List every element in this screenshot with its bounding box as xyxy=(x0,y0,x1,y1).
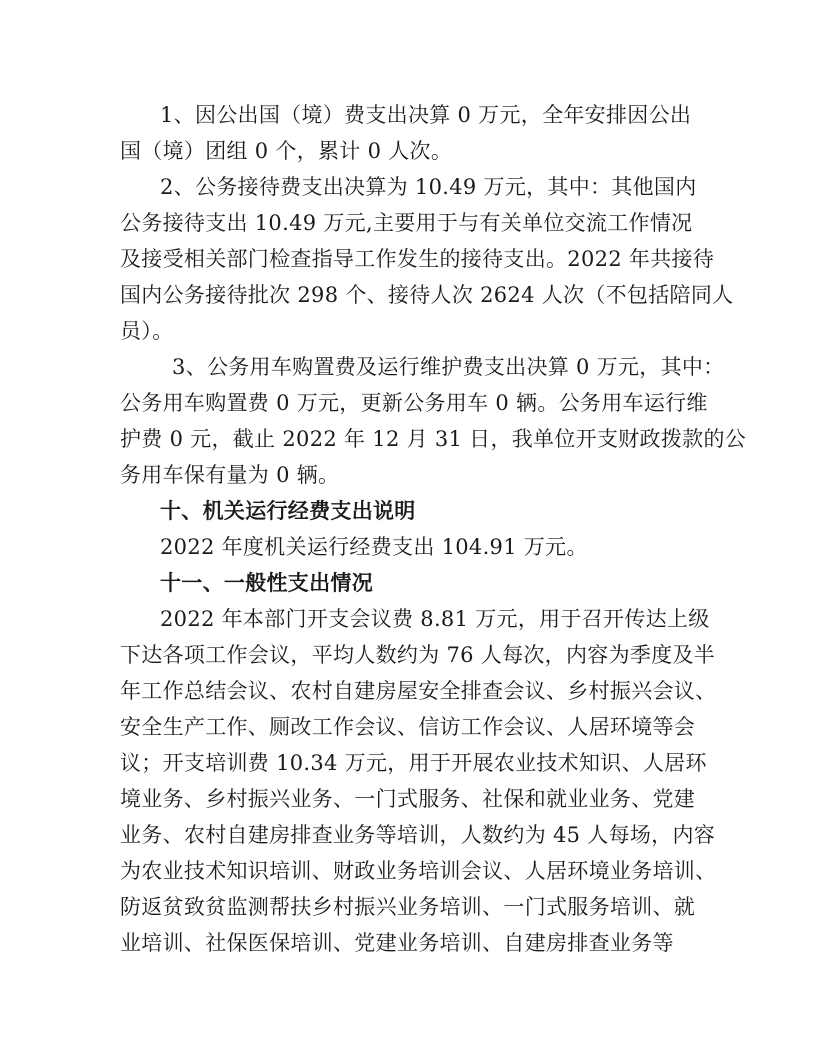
para-2-line-1: 2、公务接待费支出决算为 10.49 万元，其中：其他国内 xyxy=(160,175,697,199)
para-2-line-2: 公务接待支出 10.49 万元,主要用于与有关单位交流工作情况 xyxy=(120,211,693,235)
para-4-line-2: 下达各项工作会议，平均人数约为 76 人每次，内容为季度及半 xyxy=(120,643,716,667)
para-1-line-2: 国（境）团组 0 个，累计 0 人次。 xyxy=(120,139,453,163)
para-4-line-5: 议；开支培训费 10.34 万元，用于开展农业技术知识、人居环 xyxy=(120,751,707,775)
para-4-line-8: 为农业技术知识培训、财政业务培训会议、人居环境业务培训、 xyxy=(120,859,717,883)
para-2-line-3: 及接受相关部门检查指导工作发生的接待支出。2022 年共接待 xyxy=(120,247,715,271)
para-2-line-5: 员）。 xyxy=(120,319,174,343)
para-2-line-4: 国内公务接待批次 298 个、接待人次 2624 人次（不包括陪同人 xyxy=(120,283,734,307)
para-3-line-2: 公务用车购置费 0 万元，更新公务用车 0 辆。公务用车运行维 xyxy=(120,391,708,415)
para-4-line-7: 业务、农村自建房排查业务等培训，人数约为 45 人每场，内容 xyxy=(120,823,716,847)
section-heading-11: 十一、一般性支出情况 xyxy=(160,570,373,595)
para-4-line-1: 2022 年本部门开支会议费 8.81 万元，用于召开传达上级 xyxy=(160,607,710,631)
para-4-line-3: 年工作总结会议、农村自建房屋安全排查会议、乡村振兴会议、 xyxy=(120,679,717,703)
para-3-line-3: 护费 0 元，截止 2022 年 12 月 31 日，我单位开支财政拨款的公 xyxy=(120,427,747,451)
section-10-text: 2022 年度机关运行经费支出 104.91 万元。 xyxy=(160,535,588,559)
para-4-line-6: 境业务、乡村振兴业务、一门式服务、社保和就业业务、党建 xyxy=(120,787,696,811)
para-3-line-4: 务用车保有量为 0 辆。 xyxy=(120,463,340,487)
para-4-line-4: 安全生产工作、厕改工作会议、信访工作会议、人居环境等会 xyxy=(120,715,696,739)
para-1-line-1: 1、因公出国（境）费支出决算 0 万元，全年安排因公出 xyxy=(160,103,692,127)
para-4-line-9: 防返贫致贫监测帮扶乡村振兴业务培训、一门式服务培训、就 xyxy=(120,895,696,919)
section-heading-10: 十、机关运行经费支出说明 xyxy=(160,498,416,523)
para-4-line-10: 业培训、社保医保培训、党建业务培训、自建房排查业务等 xyxy=(120,931,674,955)
para-3-line-1: 3、公务用车购置费及运行维护费支出决算 0 万元，其中： xyxy=(172,355,725,379)
